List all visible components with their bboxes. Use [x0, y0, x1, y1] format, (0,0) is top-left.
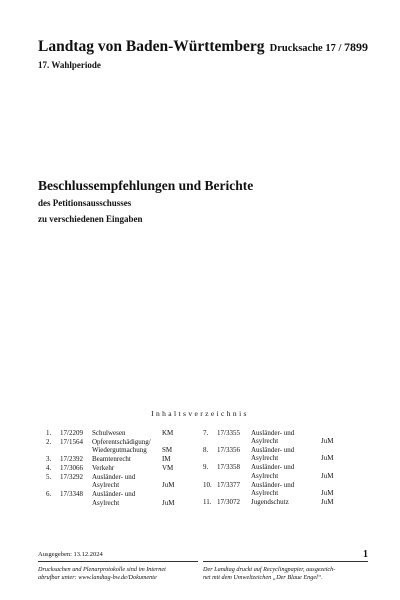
toc-entry-subject: Ausländer- und	[92, 473, 136, 482]
toc-heading: Inhaltsverzeichnis	[151, 409, 249, 418]
toc-entry-ressort: KM	[162, 429, 174, 437]
toc-entry-subject: Ausländer- und	[92, 490, 136, 499]
toc-entry-ressort: SM	[162, 446, 173, 455]
toc-entry-ressort: JuM	[321, 497, 334, 506]
toc-entry-number: 5.	[46, 473, 52, 482]
toc-entry-subject: Ausländer- und	[251, 446, 295, 455]
toc-entry-drucksache: 17/3348	[60, 490, 83, 499]
toc-entry	[203, 481, 353, 497]
toc-entry	[203, 429, 353, 445]
toc-entry	[46, 438, 196, 454]
toc-entry-number: 1.	[46, 429, 52, 437]
toc-entry-number: 7.	[203, 429, 209, 437]
footer-note-right	[203, 566, 368, 581]
drucksache-prefix: Drucksache 17 /	[269, 43, 342, 54]
toc-entry-drucksache: 17/3356	[217, 446, 240, 455]
toc-entry-drucksache: 17/3358	[217, 463, 240, 472]
footer-divider-left	[38, 561, 198, 562]
toc-entry-ressort: IM	[162, 455, 171, 464]
legislative-period: 17. Wahlperiode	[38, 60, 101, 70]
toc-entry	[46, 455, 196, 463]
toc-entry-number: 8.	[203, 446, 209, 455]
footer-note-left	[38, 566, 198, 581]
toc-entry	[203, 446, 353, 462]
toc-entry-subject: Schulwesen	[92, 429, 126, 437]
toc-entry-subject: Asylrecht	[251, 488, 279, 497]
toc-entry-number: 2.	[46, 438, 52, 446]
toc-entry-ressort: JuM	[321, 437, 334, 446]
toc-entry-subject: Asylrecht	[251, 471, 279, 480]
toc-entry-subject: Asylrecht	[92, 481, 120, 490]
toc-entry-drucksache: 17/3292	[60, 473, 83, 482]
document-title: Beschlussempfehlungen und Berichte	[38, 178, 254, 193]
toc-entry-subject: Ausländer- und	[251, 463, 295, 472]
toc-entry-number: 6.	[46, 490, 52, 499]
toc-entry-drucksache: 17/3072	[217, 497, 240, 506]
toc-entry-number: 4.	[46, 464, 52, 473]
publication-date: Ausgegeben: 13.12.2024	[38, 551, 103, 558]
document-subtitle-2: zu verschiedenen Eingaben	[38, 214, 143, 224]
toc-entry-subject: Asylrecht	[92, 498, 120, 507]
toc-entry-subject: Ausländer- und	[251, 480, 295, 489]
toc-entry	[46, 429, 196, 437]
toc-entry-drucksache: 17/1564	[60, 438, 83, 446]
toc-entry-ressort: JuM	[321, 454, 334, 463]
toc-entry-ressort: VM	[162, 464, 174, 473]
toc-entry-ressort: JuM	[321, 488, 334, 497]
toc-entry-subject: Beamtenrecht	[92, 455, 131, 464]
toc-entry	[46, 473, 196, 489]
toc-entry-subject: Ausländer- und	[251, 429, 295, 437]
toc-entry-subject: Verkehr	[92, 464, 115, 473]
toc-entry-drucksache: 17/3066	[60, 464, 83, 473]
page-number: 1	[363, 549, 368, 560]
toc-entry-ressort: JuM	[162, 481, 175, 490]
toc-entry-ressort: JuM	[162, 498, 175, 507]
footer-note-left-line-2: abrufbar unter: www.landtag-bw.de/Dokumente	[38, 573, 157, 581]
toc-entry	[46, 490, 196, 506]
toc-entry-number: 10.	[203, 480, 212, 489]
table-of-contents	[0, 429, 400, 519]
toc-entry-drucksache: 17/2209	[60, 429, 83, 437]
toc-entry-subject: Asylrecht	[251, 454, 279, 463]
document-subtitle-1: des Petitionsausschusses	[38, 198, 132, 208]
drucksache-number: 7899	[344, 40, 368, 54]
drucksache-label	[270, 40, 368, 55]
toc-entry	[203, 463, 353, 479]
footer-note-left-line-1: Drucksachen und Plenarprotokolle sind im Internet	[38, 566, 166, 573]
toc-entry-number: 3.	[46, 455, 52, 464]
toc-entry-drucksache: 17/3355	[217, 429, 240, 437]
parliament-name: Landtag von Baden-Württemberg	[38, 38, 265, 55]
footer-note-right-line-2: net mit dem Umweltzeichen „Der Blaue Engel“.	[203, 573, 323, 581]
toc-entry-ressort: JuM	[321, 471, 334, 480]
toc-entry-subject: Asylrecht	[251, 437, 279, 446]
toc-entry-subject: Opferentschädigung/	[92, 438, 151, 446]
toc-entry	[203, 498, 353, 506]
toc-entry-drucksache: 17/3377	[217, 480, 240, 489]
toc-entry-subject: Jugendschutz	[251, 497, 289, 506]
toc-entry-drucksache: 17/2392	[60, 455, 83, 464]
footer-note-right-line-1: Der Landtag druckt auf Recyclingpapier, ausgezeich-	[203, 566, 336, 573]
toc-entry-number: 9.	[203, 463, 209, 472]
toc-entry-number: 11.	[203, 497, 212, 506]
toc-entry-subject: Wiedergutmachung	[92, 446, 147, 455]
toc-entry	[46, 464, 196, 472]
footer-divider-right	[203, 561, 368, 562]
